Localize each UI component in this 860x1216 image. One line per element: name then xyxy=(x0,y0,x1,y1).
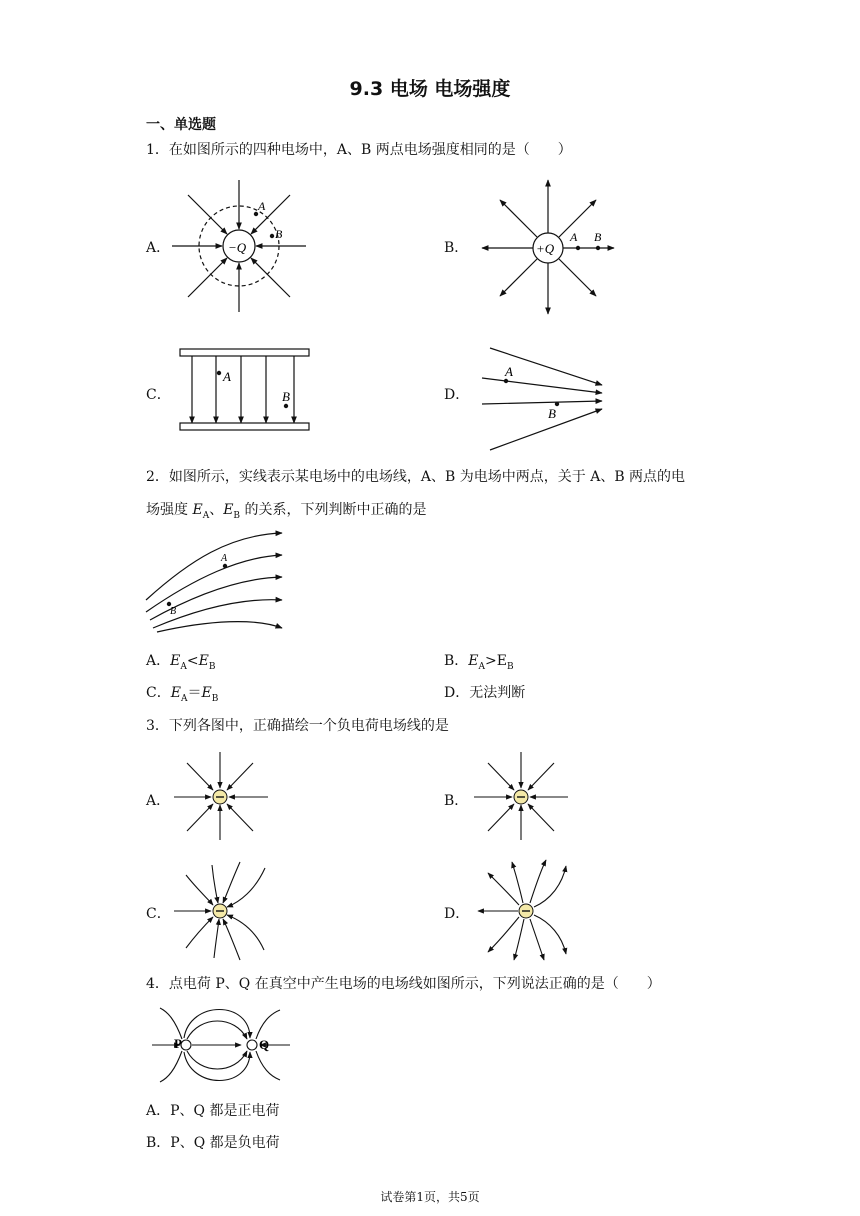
question-2-line1: 2．如图所示，实线表示某电场中的电场线，A、B 为电场中两点，关于 A、B 两点的电 xyxy=(146,469,686,485)
q4-figure xyxy=(152,1008,290,1082)
q2-option-c: C．$E_A=E_B$ xyxy=(146,685,219,704)
q1a-point-b-label: B xyxy=(275,227,283,241)
q1c-point-b-label: B xyxy=(282,389,290,404)
q1-option-b-label: B． xyxy=(444,240,469,256)
q1-figure-d xyxy=(482,348,602,450)
q3-option-d-label: D． xyxy=(444,906,470,922)
q1b-point-b-label: B xyxy=(594,230,602,244)
q3-option-a-label: A． xyxy=(146,793,171,809)
page-title: 9.3 电场 电场强度 xyxy=(349,78,511,100)
q1a-charge-label: −Q xyxy=(228,240,247,255)
q1-option-d-label: D． xyxy=(444,387,470,403)
q1d-point-a-label: A xyxy=(505,364,513,379)
q3-option-b-label: B． xyxy=(444,793,469,809)
q1d-point-b-label: B xyxy=(548,406,556,421)
q4-option-a: A．P、Q 都是正电荷 xyxy=(146,1103,280,1119)
q2-point-b-label: B xyxy=(170,606,177,617)
question-2-line2: 场强度 $E_A$、$E_B$ 的关系，下列判断中正确的是 xyxy=(146,502,427,521)
q2-option-b: B．$E_A>E_B$ xyxy=(444,653,514,672)
question-3-text: 3．下列各图中，正确描绘一个负电荷电场线的是 xyxy=(146,718,449,734)
q4-point-q-label: Q xyxy=(259,1037,270,1052)
q1c-point-a-label: A xyxy=(223,369,231,384)
section-heading: 一、单选题 xyxy=(146,117,216,133)
q1-option-a-label: A． xyxy=(146,240,171,256)
q2-option-d: D．无法判断 xyxy=(444,685,526,701)
q3-option-c-label: C． xyxy=(146,906,171,922)
q1a-point-a-label: A xyxy=(258,199,266,213)
q1b-point-a-label: A xyxy=(570,230,578,244)
page-footer: 试卷第1页，共5页 xyxy=(380,1190,480,1204)
q2-option-a: A．$E_A<E_B$ xyxy=(146,653,216,672)
question-4-text: 4．点电荷 P、Q 在真空中产生电场的电场线如图所示，下列说法正确的是（ ） xyxy=(146,976,661,992)
q2-figure xyxy=(146,533,282,632)
q4-point-p-label: P xyxy=(174,1036,182,1051)
q2-point-a-label: A xyxy=(221,553,228,564)
q1b-charge-label: +Q xyxy=(536,241,555,256)
q1-option-c-label: C． xyxy=(146,387,171,403)
question-1-text: 1．在如图所示的四种电场中，A、B 两点电场强度相同的是（ ） xyxy=(146,142,572,158)
q4-option-b: B．P、Q 都是负电荷 xyxy=(146,1135,280,1151)
